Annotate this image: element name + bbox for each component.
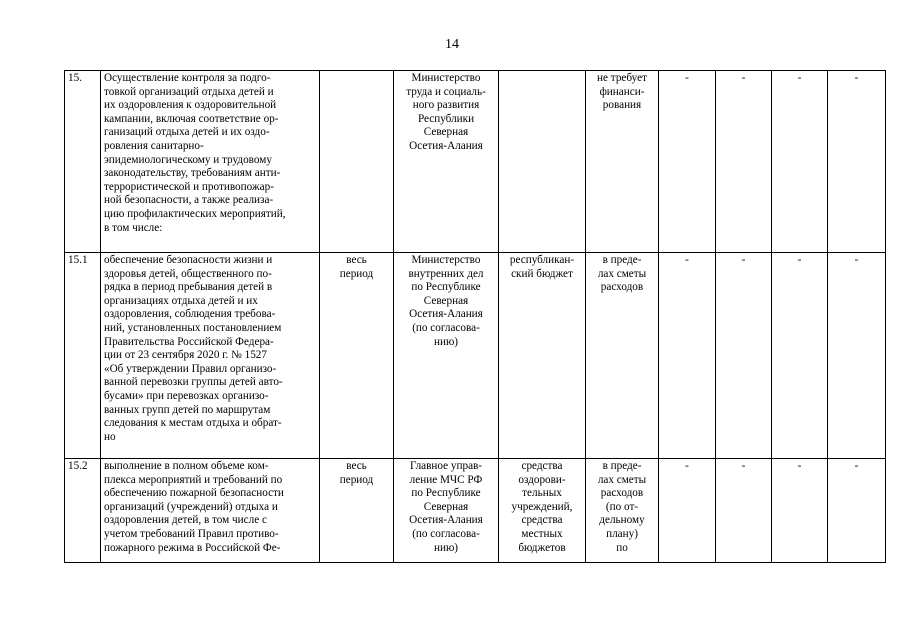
measure-text bbox=[101, 71, 320, 253]
row-number: 15. bbox=[65, 71, 101, 253]
measure-text-line: товкой организаций отдыха детей и bbox=[104, 85, 274, 98]
measure-text-line: бусами» при перевозках организо- bbox=[104, 389, 269, 402]
funding-amount-line: расходов bbox=[600, 487, 644, 500]
executor-line: нию) bbox=[433, 541, 459, 554]
funding-amount-line: рования bbox=[602, 99, 642, 112]
value-cell: - bbox=[828, 71, 886, 253]
executor bbox=[394, 253, 499, 459]
measure-text-line: плекса мероприятий и требований по bbox=[104, 473, 283, 486]
measure-text-line: оздоровления, соблюдения требова- bbox=[104, 308, 276, 321]
executor-line: (по согласова- bbox=[412, 321, 480, 334]
executor-line: Северная bbox=[423, 294, 469, 307]
funding-source bbox=[499, 71, 586, 253]
executor-line: Осетия-Алания bbox=[409, 308, 483, 321]
measure-text-line: пожарного режима в Российской Фе- bbox=[104, 541, 281, 554]
value-cell: - bbox=[716, 253, 772, 459]
funding-amount bbox=[586, 459, 659, 563]
table-row bbox=[65, 253, 886, 459]
funding-source-line: бюджетов bbox=[518, 541, 566, 554]
measure-text-line: террористической и противопожар- bbox=[104, 180, 274, 193]
funding-source-line: средства bbox=[521, 514, 563, 527]
value-cell: - bbox=[828, 253, 886, 459]
funding-source bbox=[499, 253, 586, 459]
funding-source-line: средства bbox=[521, 460, 563, 472]
executor-line: Главное управ- bbox=[409, 460, 483, 472]
executor-line: Министерство bbox=[411, 72, 481, 84]
executor-line: по Республике bbox=[411, 487, 481, 500]
period-line: весь bbox=[346, 254, 367, 266]
funding-source-line: тельных bbox=[522, 487, 562, 500]
row-number: 15.2 bbox=[65, 459, 101, 563]
period-line: период bbox=[339, 267, 374, 280]
executor-line: нию) bbox=[433, 335, 459, 348]
executor-line: внутренних дел bbox=[408, 267, 484, 280]
executor-line: по Республике bbox=[411, 281, 481, 294]
value-cell: - bbox=[716, 459, 772, 563]
funding-source-line: ский бюджет bbox=[511, 267, 573, 280]
measure-text-line: организациях отдыха детей и их bbox=[104, 294, 258, 307]
measure-text-line: учетом требований Правил противо- bbox=[104, 527, 279, 540]
funding-source bbox=[499, 459, 586, 563]
funding-amount-line: финанси- bbox=[599, 85, 645, 98]
measure-text bbox=[101, 253, 320, 459]
measure-text-line: ганизаций отдыха детей и их оздо- bbox=[104, 126, 270, 139]
funding-amount-line: не требует bbox=[597, 72, 647, 84]
funding-amount-line: плану) bbox=[606, 527, 638, 540]
funding-amount-line: в преде- bbox=[602, 460, 642, 472]
measure-text-line: следования к местам отдыха и обрат- bbox=[104, 417, 282, 430]
page-number: 14 bbox=[445, 37, 459, 52]
executor-line: Осетия-Алания bbox=[409, 139, 483, 152]
period-line: период bbox=[339, 473, 374, 486]
measure-text-line: Осуществление контроля за подго- bbox=[104, 72, 271, 84]
measure-text-line: выполнение в полном объеме ком- bbox=[104, 460, 269, 472]
executor-line: ление МЧС РФ bbox=[409, 473, 483, 486]
funding-amount-line: (по от- bbox=[605, 500, 639, 513]
measure-text-line: ванных групп детей по маршрутам bbox=[104, 403, 271, 416]
period bbox=[320, 71, 394, 253]
executor bbox=[394, 459, 499, 563]
value-cell: - bbox=[772, 459, 828, 563]
value-cell: - bbox=[659, 459, 716, 563]
measure-text-line: кампании, включая соответствие ор- bbox=[104, 112, 279, 125]
measure-text bbox=[101, 459, 320, 563]
measure-text-line: ции от 23 сентября 2020 г. № 1527 bbox=[104, 349, 267, 362]
funding-source-line: оздорови- bbox=[518, 473, 566, 486]
period bbox=[320, 459, 394, 563]
executor-line: (по согласова- bbox=[412, 527, 480, 540]
measure-text-line: Правительства Российской Федера- bbox=[104, 335, 274, 348]
measure-text-line: оздоровления детей, в том числе с bbox=[104, 514, 267, 527]
table-row bbox=[65, 71, 886, 253]
measure-text-line: ний, установленных постановлением bbox=[104, 321, 282, 334]
funding-amount-line: дельному bbox=[599, 514, 645, 527]
funding-source-line: учреждений, bbox=[511, 500, 573, 513]
funding-amount bbox=[586, 253, 659, 459]
executor-line: Северная bbox=[423, 500, 469, 513]
value-cell: - bbox=[772, 71, 828, 253]
value-cell: - bbox=[772, 253, 828, 459]
funding-amount-line: по bbox=[616, 541, 628, 554]
executor-line: труда и социаль- bbox=[406, 85, 486, 98]
measure-text-line: «Об утверждении Правил организо- bbox=[104, 362, 277, 375]
executor-line: Республики bbox=[417, 112, 475, 125]
funding-source-line: республикан- bbox=[509, 254, 575, 266]
executor-line: ного развития bbox=[412, 99, 480, 112]
measure-text-line: ровления санитарно- bbox=[104, 139, 204, 152]
measure-text-line: рядка в период пребывания детей в bbox=[104, 281, 273, 294]
funding-amount-line: лах сметы bbox=[597, 473, 647, 486]
funding-source-line: местных bbox=[521, 527, 563, 540]
table-row bbox=[65, 459, 886, 563]
measure-text-line: в том числе: bbox=[104, 221, 163, 234]
measure-text-line: обеспечению пожарной безопасности bbox=[104, 487, 284, 500]
measure-text-line: ной безопасности, а также реализа- bbox=[104, 194, 274, 207]
executor-line: Министерство bbox=[411, 254, 481, 266]
period bbox=[320, 253, 394, 459]
funding-amount-line: расходов bbox=[600, 281, 644, 294]
executor-line: Северная bbox=[423, 126, 469, 139]
funding-amount-line: в преде- bbox=[602, 254, 642, 266]
funding-amount bbox=[586, 71, 659, 253]
measure-text-line: организаций (учреждений) отдыха и bbox=[104, 500, 278, 513]
value-cell: - bbox=[828, 459, 886, 563]
executor-line: Осетия-Алания bbox=[409, 514, 483, 527]
measures-table bbox=[64, 70, 886, 563]
measure-text-line: ванной перевозки группы детей авто- bbox=[104, 376, 283, 389]
period-line: весь bbox=[346, 460, 367, 472]
value-cell: - bbox=[716, 71, 772, 253]
funding-amount-line: лах сметы bbox=[597, 267, 647, 280]
measure-text-line: здоровья детей, общественного по- bbox=[104, 267, 272, 280]
row-number: 15.1 bbox=[65, 253, 101, 459]
measure-text-line: законодательству, требованиям анти- bbox=[104, 167, 281, 180]
measure-text-line: цию профилактических мероприятий, bbox=[104, 207, 286, 220]
value-cell: - bbox=[659, 71, 716, 253]
executor bbox=[394, 71, 499, 253]
measure-text-line: обеспечение безопасности жизни и bbox=[104, 254, 273, 266]
measure-text-line: но bbox=[104, 430, 116, 443]
measure-text-line: их оздоровления к оздоровительной bbox=[104, 99, 277, 112]
measure-text-line: эпидемиологическому и трудовому bbox=[104, 153, 272, 166]
value-cell: - bbox=[659, 253, 716, 459]
